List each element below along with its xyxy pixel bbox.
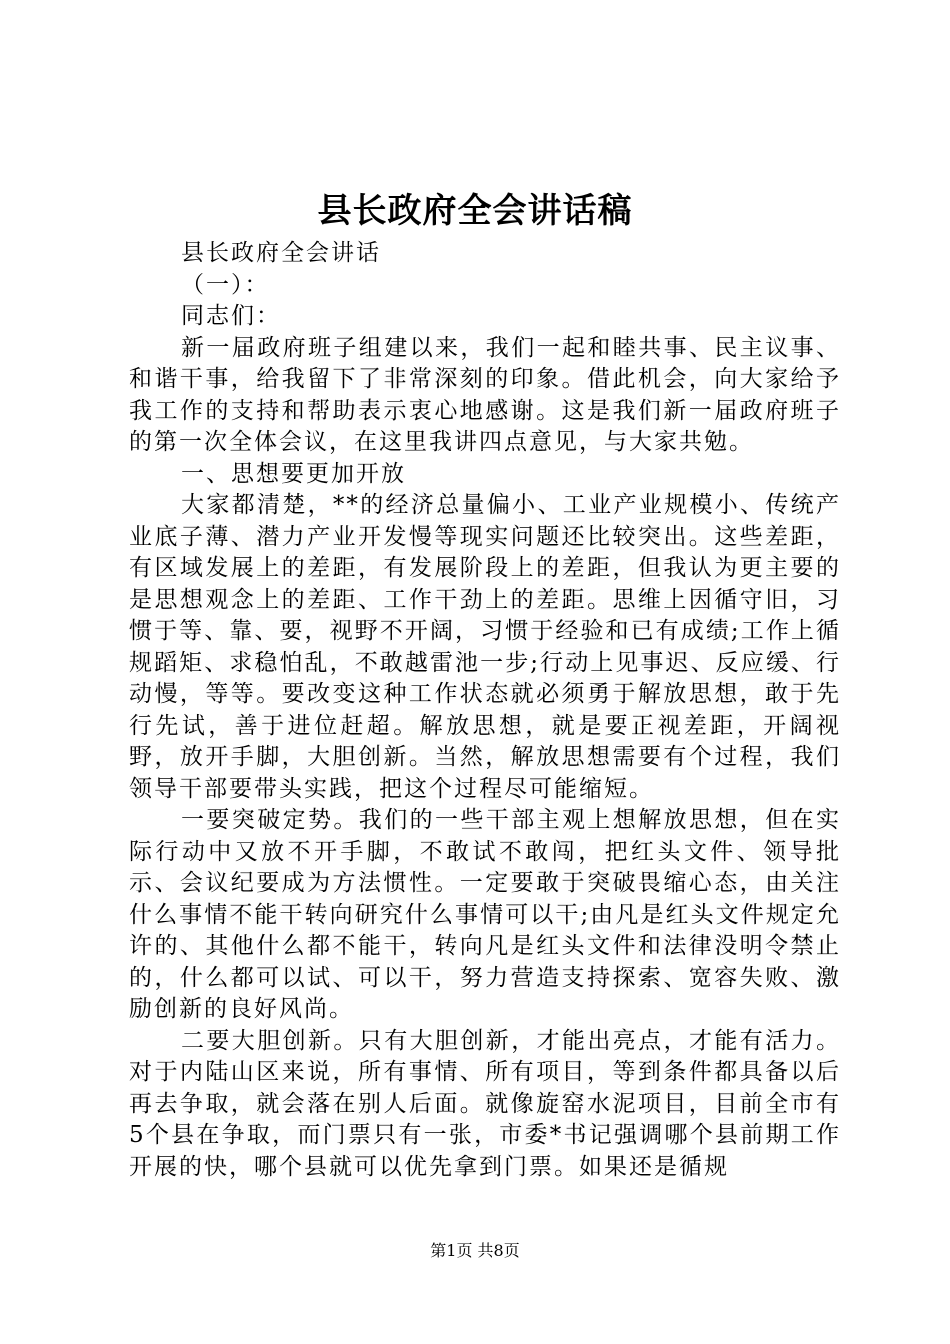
- paragraph-body: 一要突破定势。我们的一些干部主观上想解放思想，但在实际行动中又放不开手脚，不敢试不敢闯，把红头文件、领导批示、会议纪要成为方法惯性。一定要敢于突破畏缩心态，由关注什么事情不能干转向研究什么事情可以干;由凡是红头文件规定允许的、其他什么都不能干，转向凡是红头文件和法律没明令禁止的，什么都可以试、可以干，努力营造支持探索、宽容失败、激励创新的良好风尚。: [129, 807, 841, 1022]
- paragraph-section-number: （一）：: [181, 271, 270, 298]
- paragraph-heading-1: 一、思想要更加开放: [181, 460, 406, 487]
- paragraph-salutation: 同志们：: [181, 303, 281, 329]
- paragraph-body: 大家都清楚，**的经济总量偏小、工业产业规模小、传统产业底子薄、潜力产业开发慢等现实问题还比较突出。这些差距，有区域发展上的差距，有发展阶段上的差距，但我认为更主要的是思想观念上的差距、工作干劲上的差距。思维上因循守旧，习惯于等、靠、要，视野不开阔，习惯于经验和已有成绩;工作上循规蹈矩、求稳怕乱，不敢越雷池一步;行动上见事迟、反应缓、行动慢，等等。要改变这种工作状态就必须勇于解放思想，敢于先行先试，善于进位赶超。解放思想，就是要正视差距，开阔视野，放开手脚，大胆创新。当然，解放思想需要有个过程，我们领导干部要带头实践，把这个过程尽可能缩短。: [129, 492, 841, 802]
- paragraph-body: 二要大胆创新。只有大胆创新，才能出亮点，才能有活力。对于内陆山区来说，所有事情、所有项目，等到条件都具备以后再去争取，就会落在别人后面。就像旋窑水泥项目，目前全市有5个县在争取，而门票只有一张，市委*书记强调哪个县前期工作开展的快，哪个县就可以优先拿到门票。如果还是循规: [129, 1027, 841, 1180]
- paragraph-subtitle: 县长政府全会讲话: [181, 240, 381, 266]
- page-number-footer: 第1页 共8页: [430, 1241, 520, 1260]
- document-title: 县长政府全会讲话稿: [317, 191, 633, 231]
- document-body: [129, 238, 841, 1183]
- paragraph-opening: 新一届政府班子组建以来，我们一起和睦共事、民主议事、和谐干事，给我留下了非常深刻的印象。借此机会，向大家给予我工作的支持和帮助表示衷心地感谢。这是我们新一届政府班子的第一次全体会议，在这里我讲四点意见，与大家共勉。: [129, 334, 841, 455]
